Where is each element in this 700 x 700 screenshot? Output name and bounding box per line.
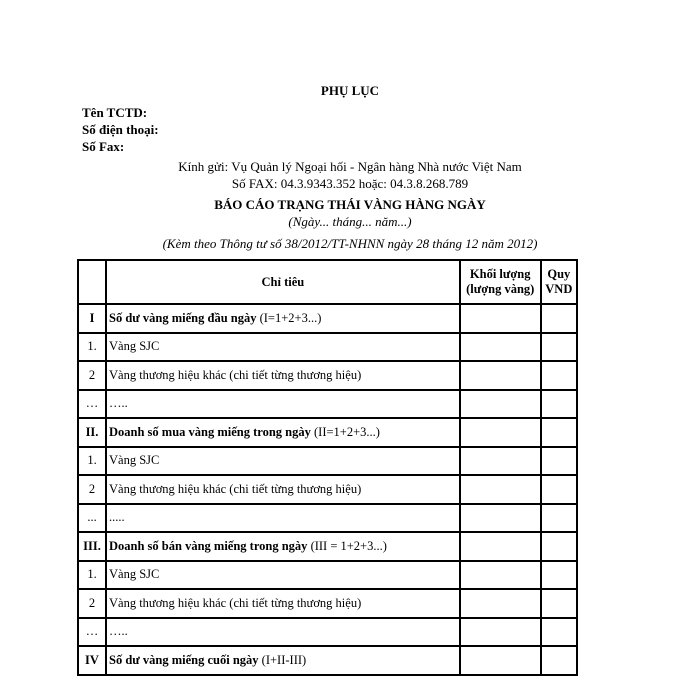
row-number-cell: III. <box>78 532 106 561</box>
page-title: PHỤ LỤC <box>320 83 380 98</box>
org-name-label: Tên TCTD: <box>82 105 148 120</box>
indicator-text: (I+II-III) <box>258 652 307 667</box>
volume-cell[interactable] <box>460 475 541 504</box>
indicator-bold-text: Doanh số bán vàng miếng trong ngày <box>109 538 308 553</box>
indicator-cell <box>106 646 460 675</box>
indicator-bold-text: Doanh số mua vàng miếng trong ngày <box>109 424 311 439</box>
table-row <box>78 361 577 390</box>
phone-label: Số điện thoại: <box>82 122 159 137</box>
value-cell[interactable] <box>541 646 577 675</box>
indicator-cell <box>106 504 460 533</box>
gold-status-table <box>77 259 578 676</box>
indicator-cell <box>106 475 460 504</box>
header-volume: Khối lượng (lượng vàng) <box>460 260 541 304</box>
volume-cell[interactable] <box>460 589 541 618</box>
table-row <box>78 475 577 504</box>
header-value: Quy VND <box>541 260 577 304</box>
volume-cell[interactable] <box>460 646 541 675</box>
row-number-cell: IV <box>78 646 106 675</box>
row-number-cell: II. <box>78 418 106 447</box>
value-cell[interactable] <box>541 333 577 362</box>
indicator-text: Vàng SJC <box>109 567 160 582</box>
table-row <box>78 447 577 476</box>
table-header-row <box>78 260 577 304</box>
volume-cell[interactable] <box>460 361 541 390</box>
table-section-row <box>78 418 577 447</box>
value-cell[interactable] <box>541 304 577 333</box>
value-cell[interactable] <box>541 618 577 647</box>
indicator-cell <box>106 304 460 333</box>
header-no <box>78 260 106 304</box>
volume-cell[interactable] <box>460 447 541 476</box>
volume-cell[interactable] <box>460 504 541 533</box>
report-title: BÁO CÁO TRẠNG THÁI VÀNG HÀNG NGÀY <box>214 197 486 212</box>
table-section-row <box>78 304 577 333</box>
indicator-text: Vàng thương hiệu khác (chi tiết từng thương hiệu) <box>109 481 362 496</box>
table-body <box>78 304 577 675</box>
row-number-cell: … <box>78 390 106 419</box>
value-cell[interactable] <box>541 475 577 504</box>
volume-cell[interactable] <box>460 532 541 561</box>
indicator-cell <box>106 361 460 390</box>
value-cell[interactable] <box>541 589 577 618</box>
indicator-text: (I=1+2+3...) <box>256 310 322 325</box>
indicator-text: Vàng thương hiệu khác (chi tiết từng thương hiệu) <box>109 367 362 382</box>
indicator-text: ….. <box>109 396 128 411</box>
indicator-text: (II=1+2+3...) <box>310 424 380 439</box>
indicator-text: Vàng thương hiệu khác (chi tiết từng thương hiệu) <box>109 595 362 610</box>
row-number-cell: 2 <box>78 589 106 618</box>
indicator-bold-text: Số dư vàng miếng đầu ngày <box>109 310 257 325</box>
volume-cell[interactable] <box>460 618 541 647</box>
table-section-row <box>78 646 577 675</box>
indicator-text: Vàng SJC <box>109 453 160 468</box>
report-date: (Ngày... tháng... năm...) <box>288 214 412 229</box>
volume-cell[interactable] <box>460 390 541 419</box>
volume-cell[interactable] <box>460 418 541 447</box>
indicator-text: ..... <box>109 510 125 525</box>
value-cell[interactable] <box>541 390 577 419</box>
value-cell[interactable] <box>541 532 577 561</box>
row-number-cell: ... <box>78 504 106 533</box>
indicator-cell <box>106 561 460 590</box>
row-number-cell: 1. <box>78 561 106 590</box>
table-row <box>78 589 577 618</box>
fax-label: Số Fax: <box>82 139 125 154</box>
volume-cell[interactable] <box>460 333 541 362</box>
indicator-bold-text: Số dư vàng miếng cuối ngày <box>109 652 259 667</box>
indicator-cell <box>106 333 460 362</box>
row-number-cell: 1. <box>78 447 106 476</box>
indicator-cell <box>106 589 460 618</box>
table-row <box>78 390 577 419</box>
row-number-cell: I <box>78 304 106 333</box>
table-row <box>78 333 577 362</box>
addressee-line: Kính gửi: Vụ Quản lý Ngoại hối - Ngân hàng Nhà nước Việt Nam <box>178 159 522 174</box>
row-number-cell: … <box>78 618 106 647</box>
indicator-text: ….. <box>109 624 128 639</box>
indicator-text: Vàng SJC <box>109 339 160 354</box>
value-cell[interactable] <box>541 504 577 533</box>
value-cell[interactable] <box>541 361 577 390</box>
volume-cell[interactable] <box>460 561 541 590</box>
indicator-text: (III = 1+2+3...) <box>307 538 387 553</box>
indicator-cell <box>106 618 460 647</box>
row-number-cell: 1. <box>78 333 106 362</box>
value-cell[interactable] <box>541 561 577 590</box>
fax-numbers-line: Số FAX: 04.3.9343.352 hoặc: 04.3.8.268.789 <box>231 176 469 191</box>
volume-cell[interactable] <box>460 304 541 333</box>
indicator-cell <box>106 390 460 419</box>
indicator-cell <box>106 418 460 447</box>
table-row <box>78 618 577 647</box>
table-row <box>78 561 577 590</box>
attachment-note: (Kèm theo Thông tư số 38/2012/TT-NHNN ngày 28 tháng 12 năm 2012) <box>162 236 538 251</box>
table-section-row <box>78 532 577 561</box>
row-number-cell: 2 <box>78 475 106 504</box>
indicator-cell <box>106 532 460 561</box>
value-cell[interactable] <box>541 418 577 447</box>
table-row <box>78 504 577 533</box>
indicator-cell <box>106 447 460 476</box>
header-indicator: Chỉ tiêu <box>106 260 460 304</box>
row-number-cell: 2 <box>78 361 106 390</box>
value-cell[interactable] <box>541 447 577 476</box>
